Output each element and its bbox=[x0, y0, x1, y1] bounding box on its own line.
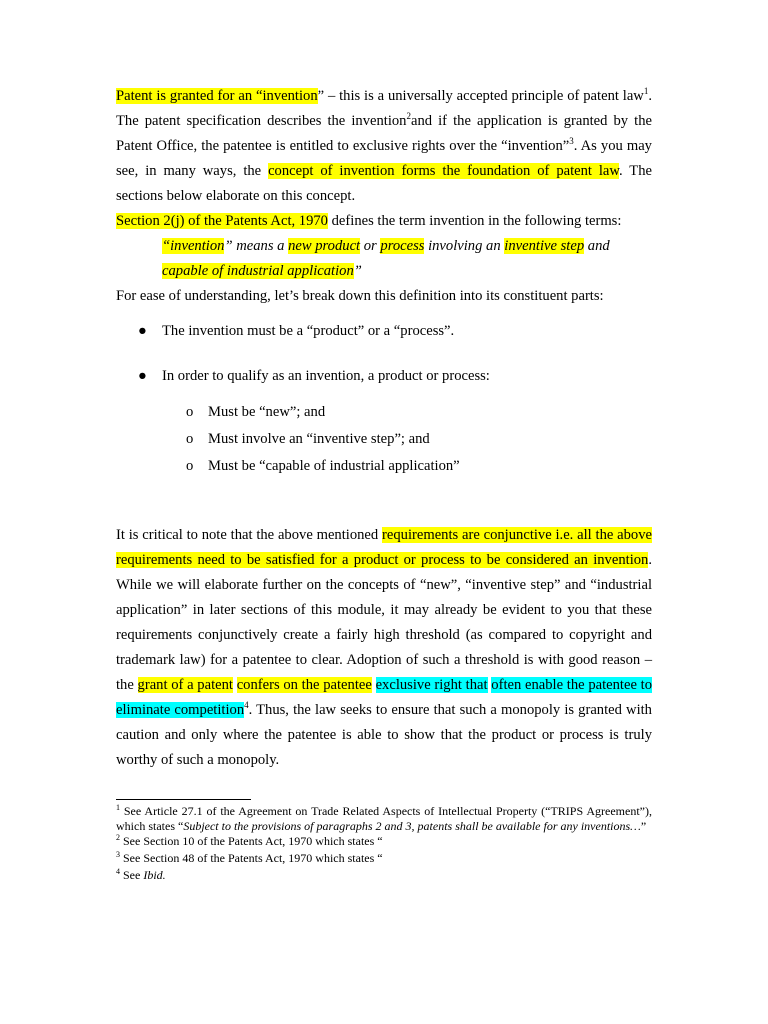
footnote-1: $^1$ See Article 27.1 of the Agreement on Trade Related Aspects of Intellectual Property (“TRIPS Agreement”), which states “Subject to the provisions of paragraphs 2 and 3, patents shall be available for any inventions…” bbox=[116, 803, 652, 833]
paragraph-section: Section 2(j) of the Patents Act, 1970 defines the term invention in the following terms: bbox=[116, 213, 622, 229]
highlight-cyan: often enable the patentee to eliminate competition bbox=[116, 677, 652, 718]
highlight: confers on the patentee bbox=[236, 677, 372, 693]
highlight: process bbox=[380, 238, 425, 254]
list-item: ● The invention must be a “product” or a “process”. bbox=[116, 319, 652, 344]
footnote-4: $^4$ See Ibid. bbox=[116, 867, 166, 882]
footnote-ref-2[interactable]: 2 bbox=[406, 111, 411, 122]
highlight: Section 2(j) of the Patents Act, 1970 bbox=[116, 213, 328, 229]
footnote-ref-3[interactable]: 3 bbox=[569, 136, 574, 147]
sub-list-item: o Must involve an “inventive step”; and bbox=[116, 426, 652, 453]
sub-bullet-icon: o bbox=[186, 431, 194, 447]
sub-list-item: o Must be “capable of industrial application” bbox=[116, 453, 652, 480]
highlight: Patent is granted for an “invention bbox=[116, 88, 318, 104]
paragraph-breakdown: For ease of understanding, let’s break down this definition into its constituent parts: bbox=[116, 288, 604, 304]
footnote-divider bbox=[116, 799, 251, 800]
footnote-ref-1[interactable]: 1 bbox=[643, 86, 649, 97]
bullet-icon: ● bbox=[138, 368, 147, 384]
footnote-ref-4[interactable]: 4 bbox=[244, 700, 249, 711]
footnotes bbox=[116, 804, 652, 883]
document-page bbox=[116, 84, 652, 883]
footnote-2: $^2$ See Section 10 of the Patents Act, 1970 which states “ bbox=[116, 833, 383, 848]
highlight: inventive step bbox=[504, 238, 585, 254]
bullet-icon: ● bbox=[138, 323, 147, 339]
highlight: “invention bbox=[162, 238, 225, 254]
paragraph-intro: Patent is granted for an “invention” – this is a universally accepted principle of patent law$^1$. The patent specification describes the invention$^2$and if the application is granted by the Patent Office, the patentee is entitled to exclusive rights over the “invention”$^3$. As you may see, in many ways, the concept of invention forms the foundation of patent law. The sections below elaborate on this concept. bbox=[116, 86, 653, 204]
highlight: requirements are conjunctive i.e. all the above requirements need to be satisfied for a product or process to be considered an invention bbox=[116, 527, 652, 568]
highlight: new product bbox=[288, 238, 361, 254]
footnote-3: $^3$ See Section 48 of the Patents Act, 1970 which states “ bbox=[116, 850, 383, 865]
definition-quote: “invention” means a new product or process involving an inventive step and capable of industrial application” bbox=[162, 238, 610, 279]
paragraph-conjunctive: It is critical to note that the above mentioned requirements are conjunctive i.e. all the above requirements need to be satisfied for a product or process to be considered an invention. While we will elaborate further on the concepts of “new”, “inventive step” and “industrial application” in later sections of this module, it may already be evident to you that these requirements conjunctively create a fairly high threshold (as compared to copyright and trademark law) for a patentee to clear. Adoption of such a threshold is with good reason – the grant of a patent confers on the patentee exclusive right that often enable the patentee to eliminate competition$^4$. Thus, the law seeks to ensure that such a monopoly is granted with caution and only where the patentee is able to show that the product or process is truly worthy of such a monopoly. bbox=[116, 527, 652, 768]
list-item: ● In order to qualify as an invention, a product or process: bbox=[116, 364, 652, 389]
highlight: capable of industrial application bbox=[162, 263, 354, 279]
sub-list bbox=[116, 399, 652, 480]
highlight-cyan: exclusive right that bbox=[375, 677, 488, 693]
sub-bullet-icon: o bbox=[186, 458, 194, 474]
highlight: concept of invention forms the foundation of patent law bbox=[268, 163, 620, 179]
sub-bullet-icon: o bbox=[186, 404, 194, 420]
highlight: grant of a patent bbox=[137, 677, 233, 693]
sub-list-item: o Must be “new”; and bbox=[116, 399, 652, 426]
